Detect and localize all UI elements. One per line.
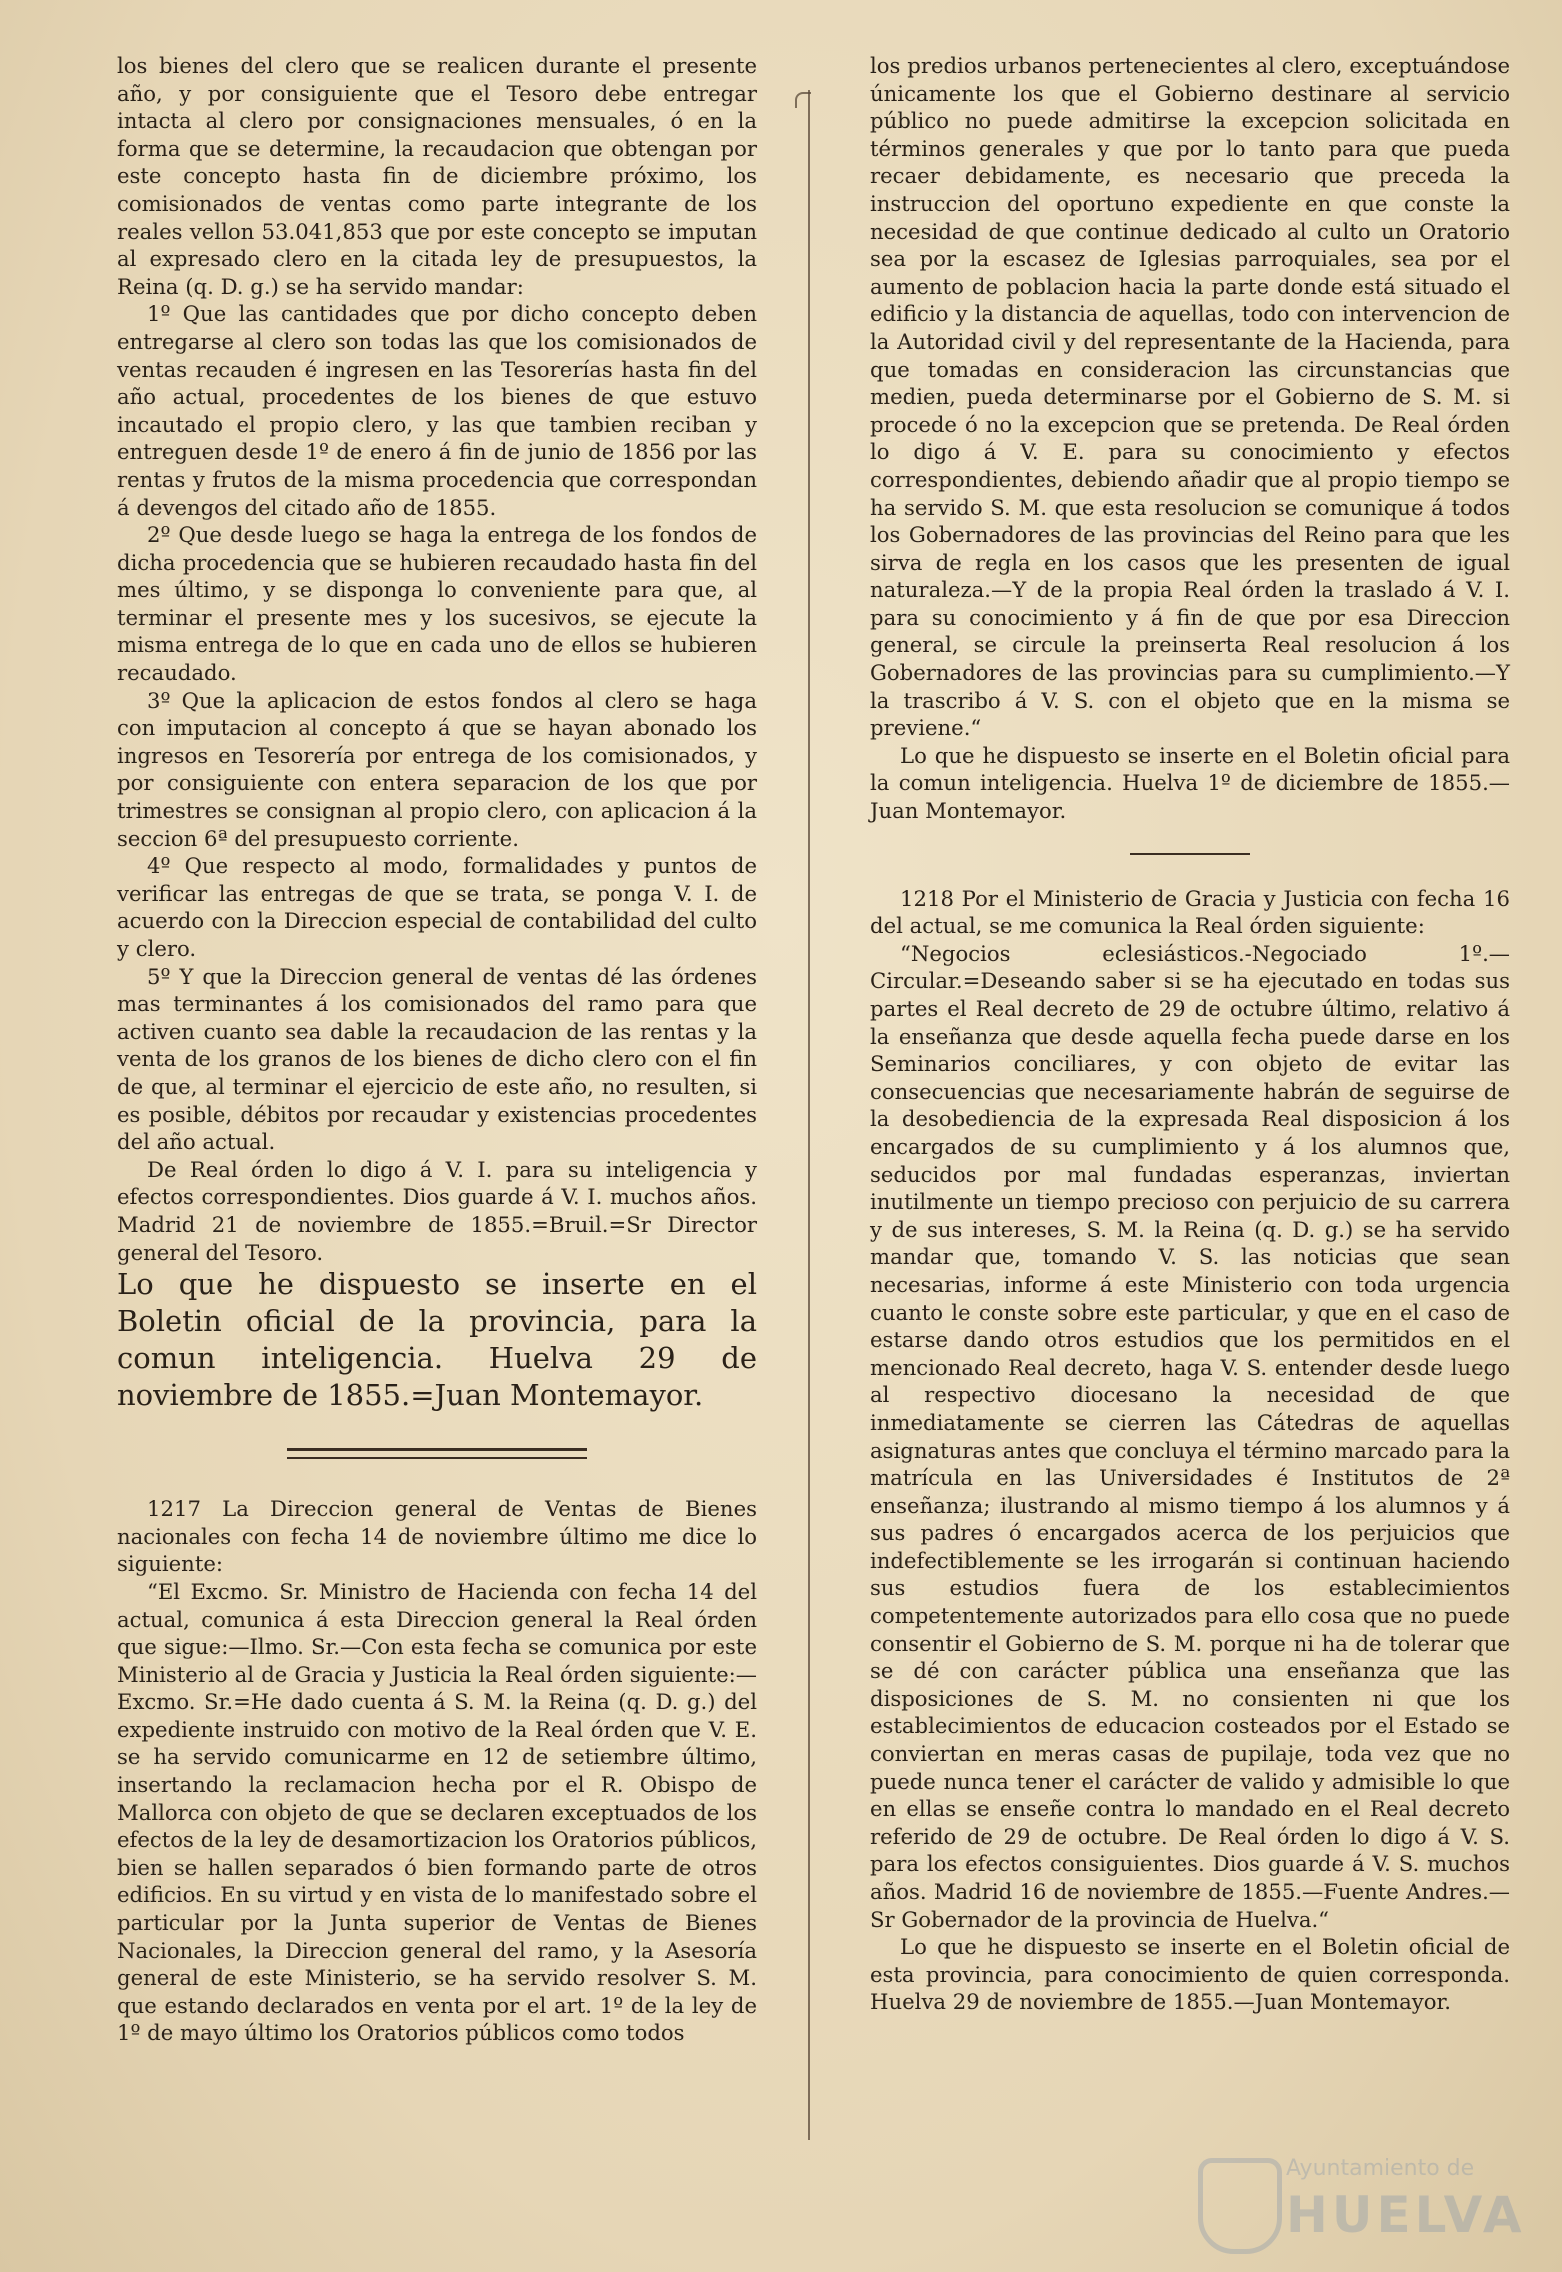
publication-notice-3: Lo que he dispuesto se inserte en el Boletin oficial de esta provincia, para conocimiento de quien corresponda. Huelva 29 de noviembre de 1855.—Juan Montemayor.	[870, 1934, 1510, 2015]
item-1217-continuation: los predios urbanos pertenecientes al clero, exceptuándose únicamente los que el Gobierno destinare al servicio público no puede admitirse la excepcion solicitada en términos generales y que por lo tanto para que pueda recaer debidamente, es necesario que preceda la instruccion del oportuno expediente en que conste la necesidad de que continue dedicado al culto un Oratorio sea por la escasez de Iglesias parroquiales, sea por el aumento de poblacion hacia la parte donde está situado el edificio y la distancia de aquellas, todo con intervencion de la Autoridad civil y del representante de la Hacienda, para que tomadas en consideracion las circunstancias que medien, pueda determinarse por el Gobierno de S. M. si procede ó no la excepcion que se pretenda. De Real órden lo digo á V. E. para su conocimiento y efectos correspondientes, debiendo añadir que al propio tiempo se ha servido S. M. que esta resolucion se comunique á todos los Gobernadores de las provincias del Reino para que les sirva de regla en los casos que les presenten de igual naturaleza.—Y de la propia Real órden la traslado á V. I. para su conocimiento y á fin de que por esa Direccion general, se circule la preinserta Real resolucion á los Gobernadores de las provincias para su cumplimiento.—Y la trascribo á V. S. con el objeto que en la misma se previene.“	[870, 53, 1510, 741]
publication-notice-2: Lo que he dispuesto se inserte en el Boletin oficial para la comun inteligencia. Huelva 1º de diciembre de 1855.—Juan Montemayor.	[870, 742, 1510, 824]
archive-watermark	[1180, 2150, 1530, 2250]
section-divider	[287, 1448, 587, 1459]
column-rule	[808, 90, 810, 2140]
royal-order-closing: De Real órden lo digo á V. I. para su inteligencia y efectos correspondientes. Dios guarde á V. I. muchos años. Madrid 21 de noviembre de 1855.=Bruil.=Sr Director general del Tesoro.	[117, 1156, 757, 1265]
clause-2: 2º Que desde luego se haga la entrega de los fondos de dicha procedencia que se hubieren recaudado hasta fin del mes último, y se disponga lo conveniente para que, al terminar el presente mes y los sucesivos, se ejecute la misma entrega de lo que en cada uno de ellos se hubieren recaudado.	[117, 522, 757, 686]
right-column	[870, 52, 1510, 2016]
paragraph-continuation: los bienes del clero que se realicen durante el presente año, y por consiguiente que el Tesoro debe entregar intacta al clero por consignaciones mensuales, ó en la forma que se determine, la recaudacion que obtengan por este concepto hasta fin de diciembre próximo, los comisionados de ventas como parte integrante de los reales vellon 53.041,853 que por este concepto se imputan al expresado clero en la citada ley de presupuestos, la Reina (q. D. g.) se ha servido mandar:	[117, 53, 757, 299]
item-1217-body: “El Excmo. Sr. Ministro de Hacienda con fecha 14 del actual, comunica á esta Direccion general la Real órden que sigue:—Ilmo. Sr.—Con esta fecha se comunica por este Ministerio al de Gracia y Justicia la Real órden siguiente:—Excmo. Sr.=He dado cuenta á S. M. la Reina (q. D. g.) del expediente instruido con motivo de la Real órden que V. E. se ha servido comunicarme en 12 de setiembre último, insertando la reclamacion hecha por el R. Obispo de Mallorca con objeto de que se declaren exceptuados de los efectos de la ley de desamortizacion los Oratorios públicos, bien se hallen separados ó bien formando parte de otros edificios. En su virtud y en vista de lo manifestado sobre el particular por la Junta superior de Ventas de Bienes Nacionales, la Direccion general del ramo, y la Asesoría general de este Ministerio, se ha servido resolver S. M. que estando declarados en venta por el art. 1º de la ley de 1º de mayo último los Oratorios públicos como todos	[117, 1578, 757, 2046]
watermark-line-2: HUELVA	[1286, 2186, 1526, 2244]
item-1217-intro: 1217 La Direccion general de Ventas de Bienes nacionales con fecha 14 de noviembre último me dice lo siguiente:	[117, 1496, 757, 1577]
clause-3: 3º Que la aplicacion de estos fondos al clero se haga con imputacion al concepto á que se hayan abonado los ingresos en Tesorería por entrega de los comisionados, y por consiguiente con entera separacion de los que por trimestres se consignan al propio clero, con aplicacion á la seccion 6ª del presupuesto corriente.	[117, 687, 757, 851]
watermark-line-1: Ayuntamiento de	[1286, 2156, 1475, 2181]
left-column	[117, 52, 757, 2047]
clause-1: 1º Que las cantidades que por dicho concepto deben entregarse al clero son todas las que los comisionados de ventas recauden é ingresen en las Tesorerías hasta fin del año actual, procedentes de los bienes de que estuvo incautado el propio clero, y las que tambien reciban y entreguen desde 1º de enero á fin de junio de 1856 por las rentas y frutos de la misma procedencia que correspondan á devengos del citado año de 1855.	[117, 301, 757, 520]
publication-notice: Lo que he dispuesto se inserte en el Boletin oficial de la provincia, para la comun inteligencia. Huelva 29 de noviembre de 1855.=Juan Montemayor.	[117, 1267, 757, 1413]
item-1218-intro: 1218 Por el Ministerio de Gracia y Justicia con fecha 16 del actual, se me comunica la Real órden siguiente:	[870, 885, 1510, 939]
item-1218-body: “Negocios eclesiásticos.-Negociado 1º.—Circular.=Deseando saber si se ha ejecutado en todas sus partes el Real decreto de 29 de octubre último, relativo á la enseñanza que desde aquella fecha puede darse en los Seminarios conciliares, y con objeto de evitar las consecuencias que necesariamente habrán de seguirse de la desobediencia de la expresada Real disposicion á los encargados de su cumplimiento y á los alumnos que, seducidos por mal fundadas esperanzas, inviertan inutilmente un tiempo precioso con perjuicio de su carrera y de sus intereses, S. M. la Reina (q. D. g.) se ha servido mandar que, tomando V. S. las noticias que sean necesarias, informe á este Ministerio con toda urgencia cuanto le conste sobre este particular, y que en el caso de estarse dando otros estudios que los permitidos en el mencionado Real decreto, haga V. S. entender desde luego al respectivo diocesano la necesidad de que inmediatamente se cierren las Cátedras de aquellas asignaturas antes que concluya el término marcado para la matrícula en las Universidades é Institutos de 2ª enseñanza; ilustrando al mismo tiempo á los alumnos y á sus padres ó encargados acerca de los perjuicios que indefectiblemente se les irrogarán si continuan haciendo sus estudios fuera de los establecimientos competentemente autorizados para ello cosa que no puede consentir el Gobierno de S. M. porque ni ha de tolerar que se dé con carácter pública una enseñanza que las disposiciones de S. M. no consienten ni que los establecimientos de educacion costeados por el Estado se conviertan en meras casas de pupilaje, toda vez que no puede nunca tener el carácter de valido y admisible lo que en ellas se enseñe contra lo mandado en el Real decreto referido de 29 de octubre. De Real órden lo digo á V. S. para los efectos consiguientes. Dios guarde á V. S. muchos años. Madrid 16 de noviembre de 1855.—Fuente Andres.—Sr Gobernador de la provincia de Huelva.“	[870, 940, 1510, 1932]
shield-icon	[1198, 2158, 1282, 2254]
section-divider-small	[1130, 853, 1250, 855]
clause-4: 4º Que respecto al modo, formalidades y puntos de verificar las entregas de que se trata, se ponga V. I. de acuerdo con la Direccion especial de contabilidad del culto y clero.	[117, 853, 757, 961]
clause-5: 5º Y que la Direccion general de ventas dé las órdenes mas terminantes á los comisionados del ramo para que activen cuanto sea dable la recaudacion de las rentas y la venta de los granos de los bienes de dicho clero con el fin de que, al terminar el ejercicio de este año, no resulten, si es posible, débitos por recaudar y existencias procedentes del año actual.	[117, 963, 757, 1155]
